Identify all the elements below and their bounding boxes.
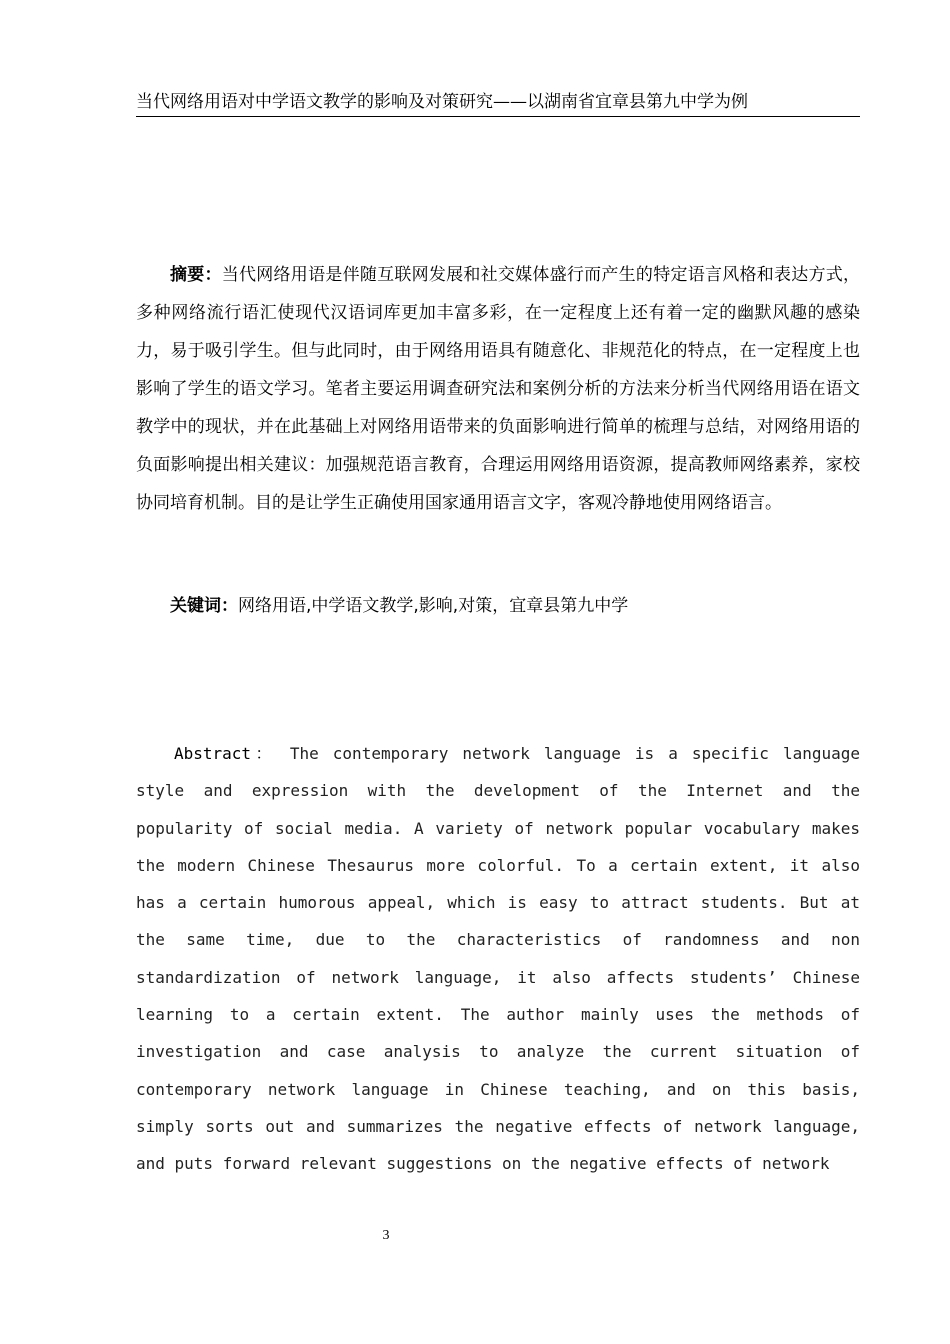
running-header bbox=[136, 88, 860, 117]
keywords-zh-text: 网络用语,中学语文教学,影响,对策，宜章县第九中学 bbox=[238, 596, 629, 616]
abstract-en-text: The contemporary network language is a specific language style and expression with the development of the Internet and the popularity of social media. A variety of network popular vocabulary makes the modern Chinese Thesaurus more colorful. To a certain extent, it also has a certain humorous appeal, which is easy to attract students. But at the same time, due to the characteristics of randomness and non standardization of network language, it also affects students’ Chinese learning to a certain extent. The author mainly uses the methods of investigation and case analysis to analyze the current situation of contemporary network language in Chinese teaching, and on this basis, simply sorts out and summarizes the negative effects of network language, and puts forward relevant suggestions on the negative effects of network bbox=[136, 744, 861, 1174]
abstract-en-label: Abstract： bbox=[174, 744, 276, 763]
keywords-zh-paragraph bbox=[136, 587, 860, 625]
page-number: 3 bbox=[382, 1228, 390, 1243]
abstract-zh-label: 摘要： bbox=[170, 265, 222, 285]
running-header-title: 当代网络用语对中学语文教学的影响及对策研究——以湖南省宜章县第九中学为例 bbox=[136, 92, 748, 112]
abstract-en-paragraph bbox=[136, 735, 860, 1183]
keywords-zh-label: 关键词： bbox=[170, 596, 238, 616]
abstract-zh-paragraph bbox=[136, 256, 860, 522]
abstract-zh-text: 当代网络用语是伴随互联网发展和社交媒体盛行而产生的特定语言风格和表达方式，多种网络流行语汇使现代汉语词库更加丰富多彩，在一定程度上还有着一定的幽默风趣的感染力，易于吸引学生。但与此同时，由于网络用语具有随意化、非规范化的特点，在一定程度上也影响了学生的语文学习。笔者主要运用调查研究法和案例分析的方法来分析当代网络用语在语文教学中的现状，并在此基础上对网络用语带来的负面影响进行简单的梳理与总结，对网络用语的负面影响提出相关建议：加强规范语言教育，合理运用网络用语资源，提高教师网络素养，家校协同培育机制。目的是让学生正确使用国家通用语言文字，客观冷静地使用网络语言。 bbox=[136, 265, 861, 513]
